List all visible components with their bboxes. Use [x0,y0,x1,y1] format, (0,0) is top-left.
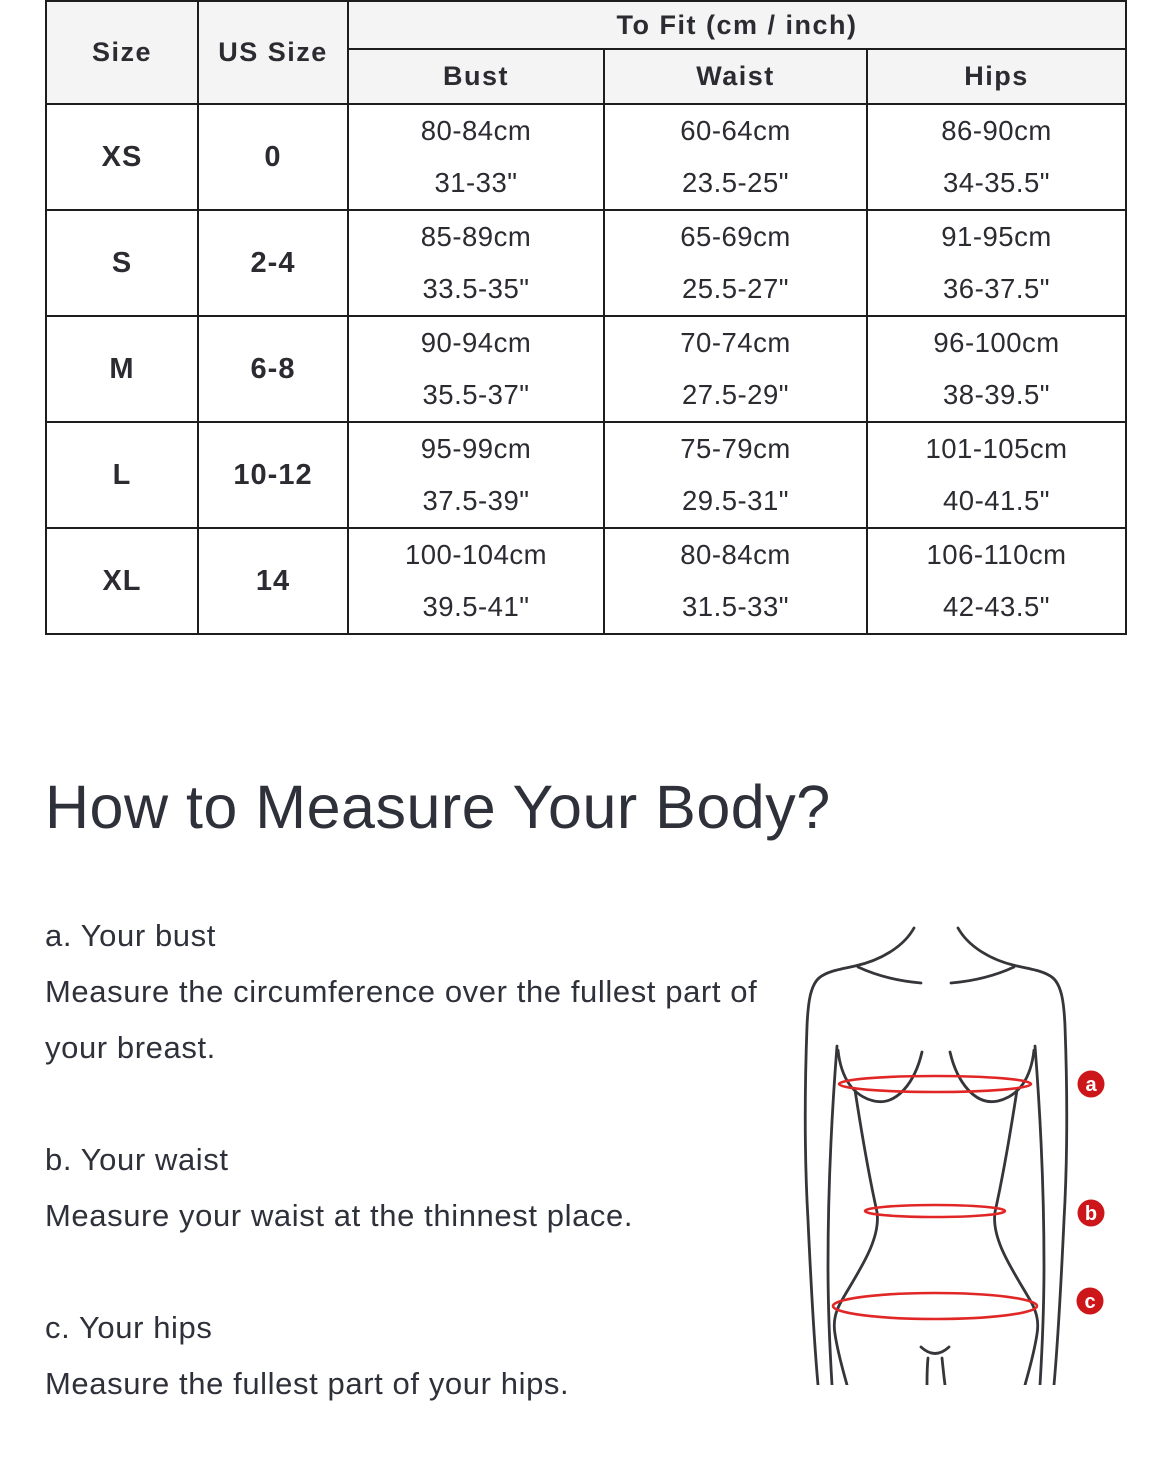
table-row [46,528,1126,634]
hips-cell [867,422,1126,528]
col-header-size: Size [46,1,198,104]
bust-in: 33.5-35" [422,273,530,304]
waist-cm: 80-84cm [680,539,791,570]
us-size-cell: 14 [198,528,348,634]
step-bust [45,908,790,1076]
bust-measure-line-icon [839,1076,1031,1092]
col-header-hips: Hips [867,49,1126,104]
bust-in: 31-33" [434,167,518,198]
waist-in: 31.5-33" [681,591,790,622]
bust-cell [348,104,604,210]
hips-cm: 86-90cm [941,115,1052,146]
bust-cm: 80-84cm [420,115,532,146]
step-description: Measure the fullest part of your hips. [45,1366,570,1401]
size-cell: XS [46,104,198,210]
col-header-bust: Bust [348,49,604,104]
waist-cm: 65-69cm [680,221,791,252]
badge-a-label: a [1085,1074,1097,1096]
table-row [46,316,1126,422]
badge-b-label: b [1084,1203,1098,1225]
bust-cell [348,528,604,634]
table-header-row-1 [46,1,1126,49]
us-size-cell: 10-12 [198,422,348,528]
bust-cell [348,210,604,316]
waist-in: 23.5-25" [681,167,790,198]
us-size-cell: 0 [198,104,348,210]
waist-cm: 60-64cm [680,115,791,146]
bust-in: 37.5-39" [422,485,530,516]
hips-cm: 106-110cm [926,539,1067,570]
hips-cell [867,528,1126,634]
badge-c-label: c [1084,1291,1096,1313]
us-size-cell: 6-8 [198,316,348,422]
size-cell: M [46,316,198,422]
table-row [46,210,1126,316]
waist-cell [604,528,867,634]
step-hips [45,1300,790,1412]
page-title: How to Measure Your Body? [45,773,831,841]
waist-cell [604,104,867,210]
waist-measure-line-icon [865,1205,1005,1217]
col-header-to-fit: To Fit (cm / inch) [348,1,1126,49]
waist-cell [604,316,867,422]
waist-in: 25.5-27" [681,273,790,304]
size-cell: S [46,210,198,316]
hips-in: 34-35.5" [943,167,1051,198]
bust-cm: 95-99cm [420,433,532,464]
bust-in: 39.5-41" [422,591,530,622]
waist-in: 27.5-29" [681,379,790,410]
hips-in: 36-37.5" [943,273,1051,304]
waist-cell [604,422,867,528]
hips-in: 42-43.5" [943,591,1051,622]
hips-in: 40-41.5" [943,485,1051,516]
size-chart-table [45,0,1127,635]
hips-cell [867,104,1126,210]
bust-cell [348,316,604,422]
hips-cell [867,316,1126,422]
table-row [46,422,1126,528]
waist-cm: 70-74cm [680,327,791,358]
bust-cm: 90-94cm [420,327,532,358]
hips-measure-line-icon [833,1293,1037,1319]
measure-instructions [45,908,790,1468]
hips-cm: 101-105cm [925,433,1068,464]
bust-in: 35.5-37" [422,379,530,410]
col-header-us-size: US Size [198,1,348,104]
hips-in: 38-39.5" [943,379,1051,410]
step-description: Measure your waist at the thinnest place. [45,1198,634,1233]
waist-cell [604,210,867,316]
step-waist [45,1132,790,1244]
us-size-cell: 2-4 [198,210,348,316]
hips-cm: 96-100cm [933,327,1060,358]
torso-outline-icon [805,928,1067,1385]
bust-cm: 85-89cm [420,221,532,252]
bust-cell [348,422,604,528]
step-label: c. Your hips [45,1310,213,1345]
step-label: b. Your waist [45,1142,229,1177]
diagram-badges [1077,1071,1105,1315]
table-row [46,104,1126,210]
step-description: Measure the circumference over the fullest part of your breast. [45,974,758,1065]
col-header-waist: Waist [604,49,867,104]
body-diagram [770,920,1170,1385]
waist-cm: 75-79cm [680,433,791,464]
step-label: a. Your bust [45,918,216,953]
size-cell: L [46,422,198,528]
hips-cm: 91-95cm [941,221,1052,252]
hips-cell [867,210,1126,316]
bust-cm: 100-104cm [404,539,548,570]
size-cell: XL [46,528,198,634]
waist-in: 29.5-31" [681,485,790,516]
